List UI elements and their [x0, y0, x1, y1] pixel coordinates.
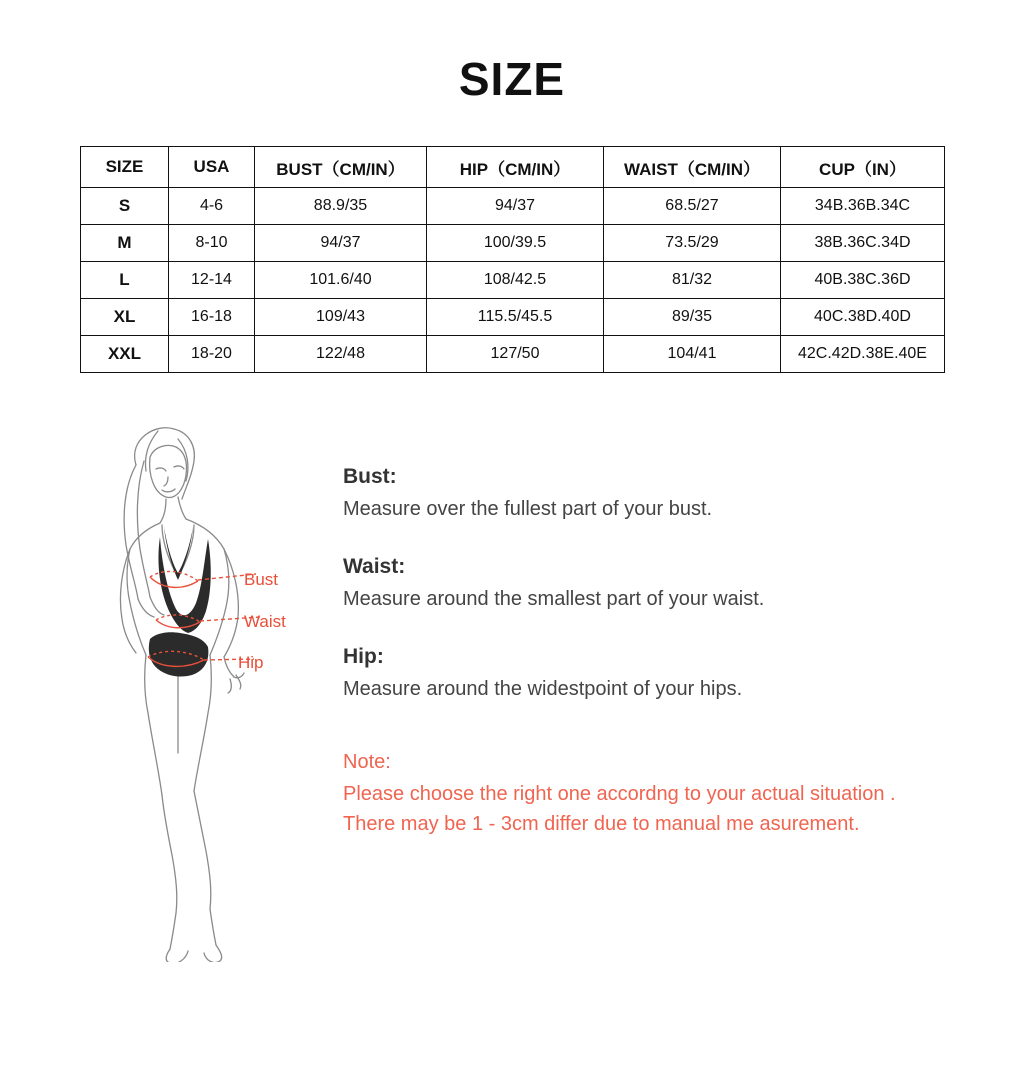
cell-waist: 81/32: [604, 262, 781, 299]
cell-waist: 89/35: [604, 299, 781, 336]
column-header-size: SIZE: [81, 147, 169, 188]
column-header-cup: CUP（IN）: [781, 147, 945, 188]
cell-cup: 38B.36C.34D: [781, 225, 945, 262]
note-block: [343, 751, 983, 836]
cell-usa: 4-6: [169, 188, 255, 225]
cell-bust: 109/43: [255, 299, 427, 336]
note-line-2: There may be 1 - 3cm differ due to manual me asurement.: [343, 813, 860, 835]
cell-cup: 40B.38C.36D: [781, 262, 945, 299]
cell-hip: 108/42.5: [427, 262, 604, 299]
figure-label-bust: Bust: [244, 570, 279, 589]
measurement-instructions: [343, 465, 983, 843]
measurement-guide-section: [0, 417, 1024, 977]
size-table-container: [80, 146, 944, 373]
cell-cup: 34B.36B.34C: [781, 188, 945, 225]
cell-hip: 100/39.5: [427, 225, 604, 262]
note-line-1: Please choose the right one accordng to your actual situation .: [343, 783, 896, 805]
cell-bust: 88.9/35: [255, 188, 427, 225]
cell-hip: 127/50: [427, 336, 604, 373]
instruction-heading-hip: Hip:: [343, 645, 384, 668]
size-table: [80, 146, 945, 373]
cell-waist: 68.5/27: [604, 188, 781, 225]
cell-usa: 8-10: [169, 225, 255, 262]
instruction-heading-bust: Bust:: [343, 465, 397, 488]
cell-bust: 94/37: [255, 225, 427, 262]
cell-size: S: [81, 188, 169, 225]
cell-waist: 73.5/29: [604, 225, 781, 262]
cell-usa: 16-18: [169, 299, 255, 336]
table-row: [81, 188, 945, 225]
cell-bust: 122/48: [255, 336, 427, 373]
instruction-text-waist: Measure around the smallest part of your waist.: [343, 588, 765, 610]
instruction-heading-waist: Waist:: [343, 555, 406, 578]
page-title: SIZE: [458, 53, 566, 105]
table-row: [81, 262, 945, 299]
cell-hip: 94/37: [427, 188, 604, 225]
column-header-usa: USA: [169, 147, 255, 188]
cell-cup: 40C.38D.40D: [781, 299, 945, 336]
table-row: [81, 336, 945, 373]
cell-usa: 18-20: [169, 336, 255, 373]
cell-size: XL: [81, 299, 169, 336]
column-header-hip: HIP（CM/IN）: [427, 147, 604, 188]
cell-cup: 42C.42D.38E.40E: [781, 336, 945, 373]
column-header-waist: WAIST（CM/IN）: [604, 147, 781, 188]
cell-hip: 115.5/45.5: [427, 299, 604, 336]
cell-size: XXL: [81, 336, 169, 373]
instruction-text-hip: Measure around the widestpoint of your hips.: [343, 678, 743, 700]
column-header-bust: BUST（CM/IN）: [255, 147, 427, 188]
instruction-text-bust: Measure over the fullest part of your bust.: [343, 498, 713, 520]
table-header-row: [81, 147, 945, 188]
figure-label-hip: Hip: [238, 653, 264, 672]
cell-bust: 101.6/40: [255, 262, 427, 299]
figure-label-waist: Waist: [244, 612, 286, 631]
cell-size: M: [81, 225, 169, 262]
model-figure-illustration: [78, 417, 328, 962]
note-title: Note:: [343, 751, 391, 773]
table-row: [81, 299, 945, 336]
table-row: [81, 225, 945, 262]
cell-waist: 104/41: [604, 336, 781, 373]
cell-size: L: [81, 262, 169, 299]
cell-usa: 12-14: [169, 262, 255, 299]
